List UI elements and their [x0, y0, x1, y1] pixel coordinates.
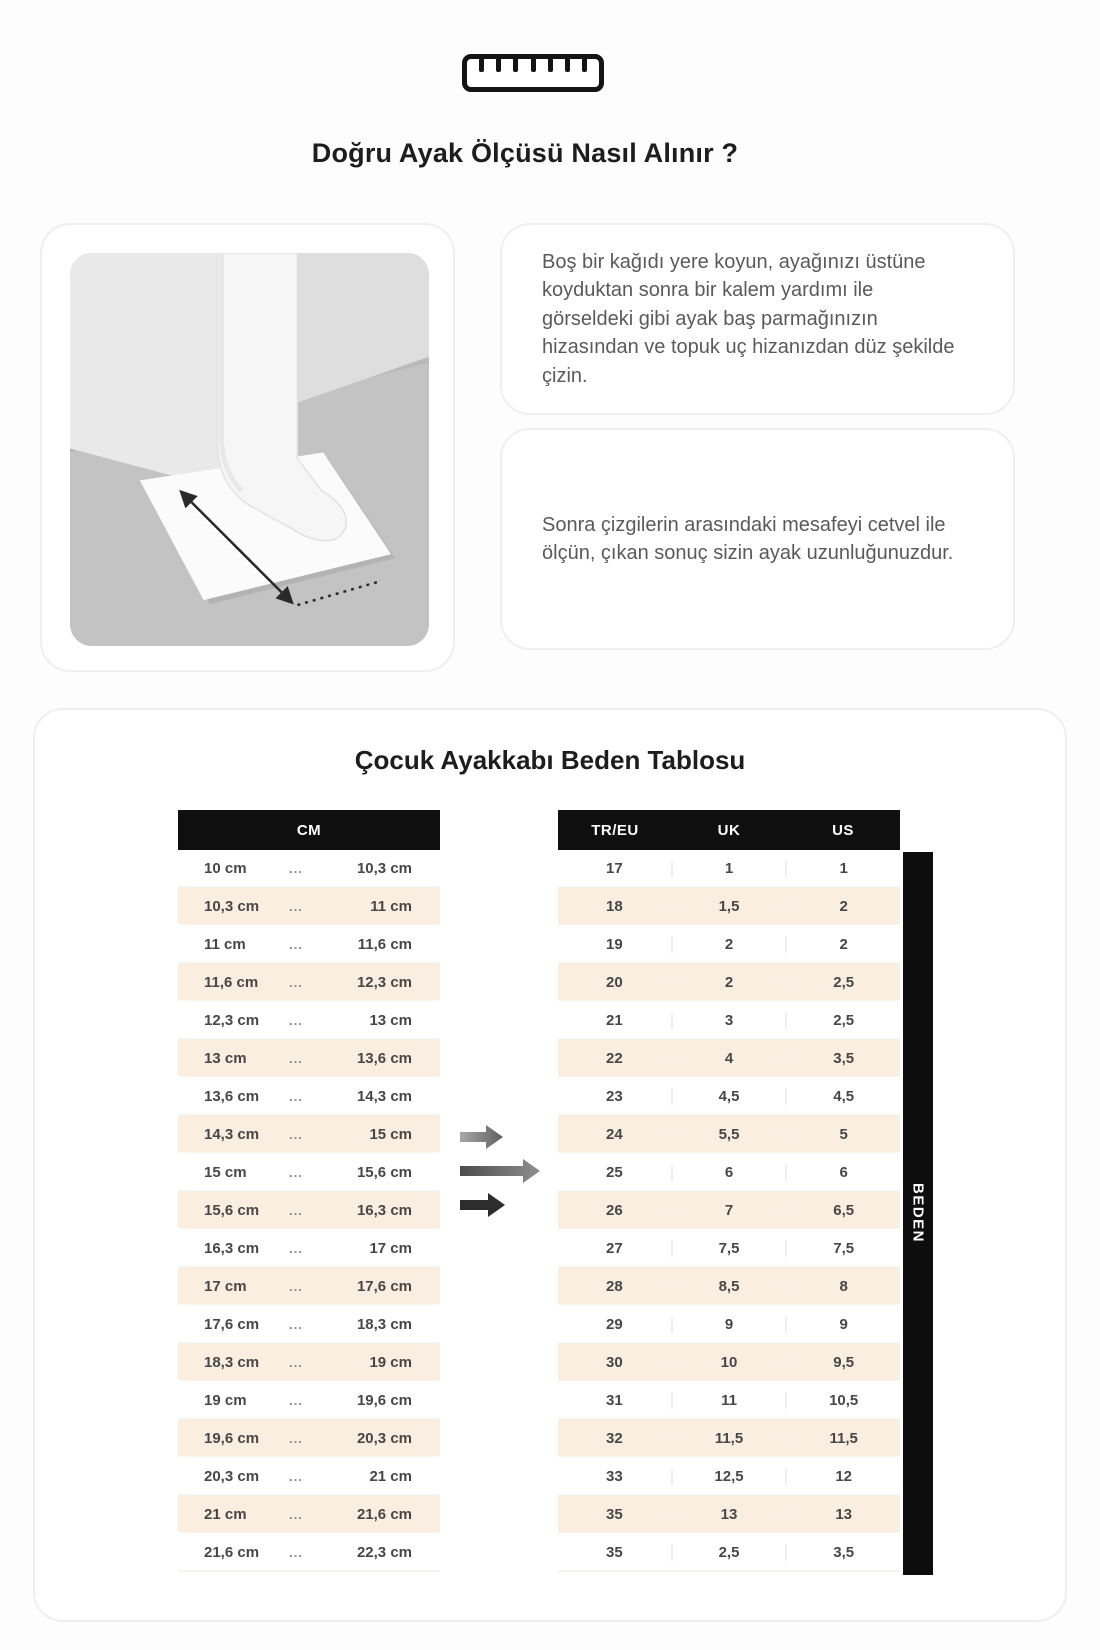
cm-to: 11 cm	[370, 897, 412, 915]
instruction-card-2	[500, 428, 1015, 650]
foot-measurement-photo-card	[40, 223, 455, 672]
size-us: 7,5	[785, 1240, 900, 1257]
size-row	[558, 964, 900, 1002]
cm-separator: ...	[289, 936, 303, 952]
size-tr-eu: 27	[605, 1239, 623, 1257]
size-row	[558, 1268, 900, 1306]
cm-row	[178, 888, 440, 926]
cm-row	[178, 1534, 440, 1572]
size-row	[558, 1534, 900, 1572]
right-arrows-icon	[452, 1122, 552, 1222]
cm-from: 12,3 cm	[204, 1011, 260, 1029]
cm-separator: ...	[289, 1126, 303, 1142]
cm-from: 13,6 cm	[204, 1087, 260, 1105]
size-tr-eu: 33	[605, 1467, 623, 1485]
size-uk: 2	[671, 936, 786, 953]
cm-row	[178, 1002, 440, 1040]
cm-to: 19,6 cm	[356, 1391, 412, 1409]
size-row	[558, 850, 900, 888]
size-row	[558, 1420, 900, 1458]
size-row	[558, 1458, 900, 1496]
cm-to: 21,6 cm	[356, 1505, 412, 1523]
size-us: 9,5	[785, 1354, 900, 1371]
cm-separator: ...	[289, 974, 303, 990]
size-table-title: Çocuk Ayakkabı Beden Tablosu	[354, 745, 746, 775]
size-tr-eu: 18	[605, 897, 623, 915]
cm-to: 17 cm	[369, 1239, 412, 1257]
size-us: 10,5	[785, 1392, 900, 1409]
instruction-step1-text: Boş bir kağıdı yere koyun, ayağınızı üstüne koyduktan sonra bir kalem yardımı ile görseldeki gibi ayak baş parmağınızın hizasından ve topuk uç hizanızdan düz şekilde çizin.	[542, 250, 955, 387]
size-row	[558, 888, 900, 926]
size-us: 3,5	[785, 1050, 900, 1067]
cm-to: 11,6 cm	[357, 935, 412, 953]
cm-row	[178, 1306, 440, 1344]
beden-label: BEDEN	[909, 1183, 927, 1244]
size-us: 3,5	[785, 1544, 900, 1561]
size-uk: 4	[671, 1050, 786, 1067]
cm-separator: ...	[289, 1278, 303, 1294]
size-us: 9	[785, 1316, 900, 1333]
cm-to: 18,3 cm	[356, 1315, 412, 1333]
cm-separator: ...	[289, 1354, 303, 1370]
size-us: 12	[785, 1468, 900, 1485]
size-table-header	[558, 810, 900, 850]
cm-table-header	[178, 810, 440, 850]
size-uk: 2,5	[671, 1544, 786, 1561]
size-tr-eu: 26	[605, 1201, 623, 1219]
cm-separator: ...	[289, 1316, 303, 1332]
cm-to: 21 cm	[369, 1467, 412, 1485]
size-tr-eu: 20	[605, 973, 623, 991]
cm-separator: ...	[289, 1050, 303, 1066]
size-tr-eu: 31	[605, 1391, 623, 1409]
size-tr-eu: 35	[605, 1543, 623, 1561]
cm-separator: ...	[289, 1088, 303, 1104]
cm-to: 10,3 cm	[356, 859, 412, 877]
cm-to: 13,6 cm	[356, 1049, 412, 1067]
cm-to: 17,6 cm	[356, 1277, 412, 1295]
size-uk: 9	[671, 1316, 786, 1333]
size-row	[558, 1344, 900, 1382]
size-row	[558, 1078, 900, 1116]
cm-from: 14,3 cm	[204, 1125, 260, 1143]
size-us: 5	[785, 1126, 900, 1143]
cm-from: 16,3 cm	[204, 1239, 260, 1257]
size-row	[558, 1154, 900, 1192]
size-row	[558, 1002, 900, 1040]
cm-row	[178, 1458, 440, 1496]
cm-from: 11 cm	[204, 935, 246, 953]
size-uk: 6	[671, 1164, 786, 1181]
cm-from: 13 cm	[204, 1049, 247, 1067]
cm-from: 17 cm	[204, 1277, 247, 1295]
size-uk: 10	[671, 1354, 786, 1371]
size-tr-eu: 22	[605, 1049, 623, 1067]
size-tr-eu: 35	[605, 1505, 623, 1523]
cm-from: 10,3 cm	[204, 897, 260, 915]
size-row	[558, 1040, 900, 1078]
page-title: Doğru Ayak Ölçüsü Nasıl Alınır ?	[311, 138, 739, 168]
size-us: 13	[785, 1506, 900, 1523]
cm-row	[178, 1382, 440, 1420]
size-us: 6	[785, 1164, 900, 1181]
cm-from: 19,6 cm	[204, 1429, 260, 1447]
header-uk: UK	[717, 821, 741, 839]
cm-table-rows	[178, 850, 440, 1572]
size-row	[558, 1382, 900, 1420]
size-uk: 5,5	[671, 1126, 786, 1143]
cm-from: 15,6 cm	[204, 1201, 260, 1219]
size-uk: 2	[671, 974, 786, 991]
size-us: 6,5	[785, 1202, 900, 1219]
size-uk: 8,5	[671, 1278, 786, 1295]
size-tr-eu: 17	[605, 859, 623, 877]
cm-separator: ...	[289, 1392, 303, 1408]
size-tr-eu: 23	[605, 1087, 623, 1105]
cm-separator: ...	[289, 1468, 303, 1484]
cm-separator: ...	[289, 1164, 303, 1180]
size-uk: 13	[671, 1506, 786, 1523]
size-row	[558, 1116, 900, 1154]
cm-row	[178, 1154, 440, 1192]
size-tr-eu: 29	[605, 1315, 623, 1333]
size-tr-eu: 24	[605, 1125, 623, 1143]
header-tr-eu: TR/EU	[591, 821, 639, 839]
cm-row	[178, 1192, 440, 1230]
beden-side-bar	[903, 852, 933, 1575]
cm-to: 20,3 cm	[356, 1429, 412, 1447]
cm-to: 16,3 cm	[356, 1201, 412, 1219]
size-tr-eu: 25	[605, 1163, 623, 1181]
cm-from: 21 cm	[204, 1505, 247, 1523]
size-tr-eu: 28	[605, 1277, 623, 1295]
size-us: 11,5	[785, 1430, 900, 1447]
cm-from: 21,6 cm	[204, 1543, 260, 1561]
size-us: 2	[785, 936, 900, 953]
size-uk: 11,5	[671, 1430, 786, 1447]
size-uk: 1	[671, 860, 786, 877]
cm-separator: ...	[289, 860, 303, 876]
cm-separator: ...	[289, 1430, 303, 1446]
cm-separator: ...	[289, 1202, 303, 1218]
cm-from: 18,3 cm	[204, 1353, 260, 1371]
size-us: 8	[785, 1278, 900, 1295]
cm-to: 15 cm	[369, 1125, 412, 1143]
cm-row	[178, 1040, 440, 1078]
size-row	[558, 1230, 900, 1268]
cm-header-label: CM	[296, 821, 322, 839]
size-us: 2,5	[785, 1012, 900, 1029]
cm-row	[178, 1268, 440, 1306]
size-tr-eu: 32	[605, 1429, 623, 1447]
cm-row	[178, 964, 440, 1002]
size-row	[558, 1192, 900, 1230]
size-us: 1	[785, 860, 900, 877]
size-uk: 4,5	[671, 1088, 786, 1105]
instruction-step2-text: Sonra çizgilerin arasındaki mesafeyi cetvel ile ölçün, çıkan sonuç sizin ayak uzunluğunuzdur.	[542, 513, 954, 564]
cm-row	[178, 1078, 440, 1116]
size-uk: 11	[671, 1392, 786, 1409]
cm-separator: ...	[289, 1544, 303, 1560]
cm-to: 14,3 cm	[356, 1087, 412, 1105]
ruler-icon	[462, 54, 604, 92]
size-row	[558, 1306, 900, 1344]
cm-from: 17,6 cm	[204, 1315, 260, 1333]
cm-to: 12,3 cm	[356, 973, 412, 991]
cm-row	[178, 1420, 440, 1458]
cm-separator: ...	[289, 1012, 303, 1028]
size-table-rows	[558, 850, 900, 1572]
size-tr-eu: 30	[605, 1353, 623, 1371]
cm-separator: ...	[289, 1506, 303, 1522]
cm-row	[178, 926, 440, 964]
size-us: 2	[785, 898, 900, 915]
cm-separator: ...	[289, 898, 303, 914]
cm-from: 19 cm	[204, 1391, 247, 1409]
size-uk: 7	[671, 1202, 786, 1219]
cm-row	[178, 1496, 440, 1534]
cm-row	[178, 1116, 440, 1154]
cm-from: 11,6 cm	[204, 973, 259, 991]
cm-from: 15 cm	[204, 1163, 247, 1181]
size-row	[558, 926, 900, 964]
cm-to: 15,6 cm	[356, 1163, 412, 1181]
size-us: 2,5	[785, 974, 900, 991]
cm-row	[178, 1230, 440, 1268]
size-tr-eu: 19	[605, 935, 623, 953]
cm-to: 13 cm	[369, 1011, 412, 1029]
instruction-card-1	[500, 223, 1015, 415]
cm-from: 10 cm	[204, 859, 247, 877]
cm-row	[178, 850, 440, 888]
cm-to: 19 cm	[369, 1353, 412, 1371]
size-us: 4,5	[785, 1088, 900, 1105]
size-uk: 3	[671, 1012, 786, 1029]
cm-separator: ...	[289, 1240, 303, 1256]
header-us: US	[832, 821, 854, 839]
size-uk: 12,5	[671, 1468, 786, 1485]
cm-row	[178, 1344, 440, 1382]
size-tr-eu: 21	[605, 1011, 623, 1029]
foot-on-paper-illustration	[70, 253, 429, 646]
size-row	[558, 1496, 900, 1534]
size-uk: 7,5	[671, 1240, 786, 1257]
cm-to: 22,3 cm	[356, 1543, 412, 1561]
cm-from: 20,3 cm	[204, 1467, 260, 1485]
size-uk: 1,5	[671, 898, 786, 915]
